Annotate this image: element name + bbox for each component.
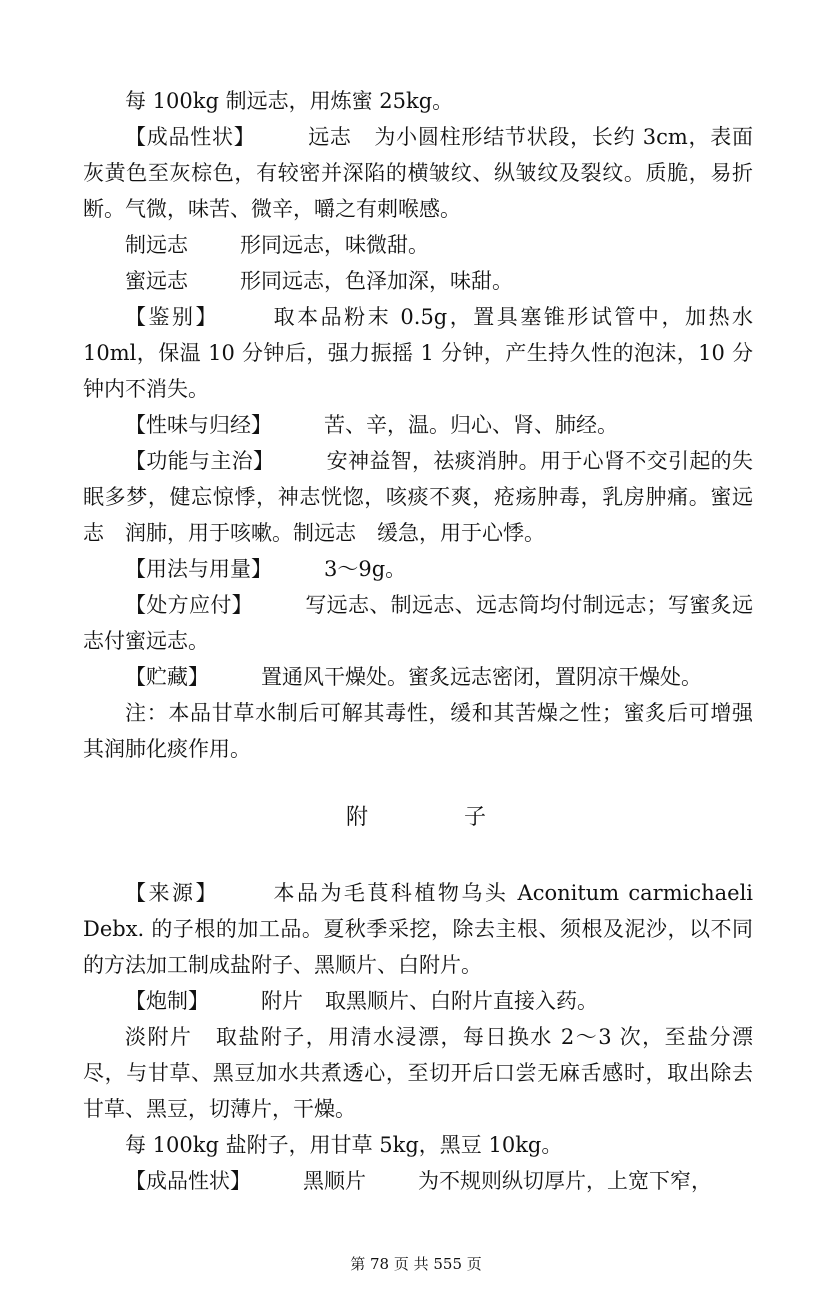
section-heading: 【用法与用量】	[125, 557, 272, 581]
text: 取黑顺片、白附片直接入药。	[325, 989, 598, 1013]
paragraph-function-indication	[83, 443, 753, 551]
subheading: 黑顺片	[303, 1169, 366, 1193]
text: 形同远志，色泽加深，味甜。	[240, 269, 513, 293]
paragraph-honey-dosage	[83, 83, 753, 119]
text: 苦、辛，温。归心、肾、肺经。	[324, 413, 618, 437]
text: 置通风干燥处。蜜炙远志密闭，置阴凉干燥处。	[261, 665, 702, 689]
title-char: 子	[464, 805, 487, 830]
subheading: 蜜远志	[125, 269, 188, 293]
paragraph-prescription	[83, 587, 753, 659]
paragraph-note	[83, 695, 753, 767]
text: 每 100kg 盐附子，用甘草 5kg，黑豆 10kg。	[125, 1133, 563, 1157]
subheading: 制远志	[125, 233, 188, 257]
text: 3～9g。	[324, 557, 407, 581]
text: 注：本品甘草水制后可解其毒性，缓和其苦燥之性；蜜炙后可增强其润肺化痰作用。	[83, 701, 753, 761]
section-heading: 【成品性状】	[125, 1169, 251, 1193]
section-heading: 【成品性状】	[125, 125, 256, 149]
paragraph-fuzi-traits	[83, 1163, 753, 1199]
paragraph-storage	[83, 659, 753, 695]
section-heading: 【贮藏】	[125, 665, 209, 689]
paragraph-honey-yuanzhi	[83, 263, 753, 299]
paragraph-identification	[83, 299, 753, 407]
paragraph-source	[83, 875, 753, 983]
paragraph-light-fupian	[83, 1019, 753, 1127]
paragraph-fuzi-dosage	[83, 1127, 753, 1163]
paragraph-usage-dosage	[83, 551, 753, 587]
text: 写远志、制远志、远志筒均付制远志；写蜜炙远志付蜜远志。	[83, 593, 753, 653]
text: 安神益智，祛痰消肿。用于心肾不交引起的失眠多梦，健忘惊悸，神志恍惚，咳痰不爽，疮疡肿毒，乳房肿痛。蜜远志 润肺，用于咳嗽。制远志 缓急，用于心悸。	[83, 449, 754, 545]
section-heading: 【性味与归经】	[125, 413, 272, 437]
paragraph-nature-meridian	[83, 407, 753, 443]
text: 本品为毛茛科植物乌头 Aconitum carmichaeli Debx. 的子根的加工品。夏秋季采挖，除去主根、须根及泥沙，以不同的方法加工制成盐附子、黑顺片、白附片。	[83, 881, 754, 977]
text: 形同远志，味微甜。	[240, 233, 429, 257]
section-heading: 【鉴别】	[125, 305, 220, 329]
text: 取盐附子，用清水浸漂，每日换水 2～3 次，至盐分漂尽，与甘草、黑豆加水共煮透心，至切开后口尝无麻舌感时，取出除去甘草、黑豆，切薄片，干燥。	[83, 1025, 753, 1121]
section-heading: 【功能与主治】	[125, 449, 275, 473]
text: 取本品粉末 0.5g，置具塞锥形试管中，加热水 10ml，保温 10 分钟后，强力振摇 1 分钟，产生持久性的泡沫，10 分钟内不消失。	[83, 305, 754, 401]
text: 每 100kg 制远志，用炼蜜 25kg。	[125, 89, 454, 113]
paragraph-product-traits	[83, 119, 753, 227]
section-heading: 【炮制】	[125, 989, 209, 1013]
subheading: 附片	[261, 989, 303, 1013]
subheading: 淡附片	[125, 1025, 193, 1049]
page-footer: 第 78 页 共 555 页	[350, 1255, 482, 1273]
subheading: 远志	[307, 125, 352, 149]
section-heading: 【来源】	[125, 881, 219, 905]
section-heading: 【处方应付】	[125, 593, 253, 617]
paragraph-processing	[83, 983, 753, 1019]
text: 为小圆柱形结节状段，长约 3cm，表面灰黄色至灰棕色，有较密并深陷的横皱纹、纵皱纹及裂纹。质脆，易折断。气微，味苦、微辛，嚼之有刺喉感。	[83, 125, 754, 221]
text: 为不规则纵切厚片，上宽下窄，	[418, 1169, 712, 1193]
paragraph-processed-yuanzhi	[83, 227, 753, 263]
section-title-fuzi	[0, 800, 832, 836]
title-char: 附	[345, 805, 368, 830]
